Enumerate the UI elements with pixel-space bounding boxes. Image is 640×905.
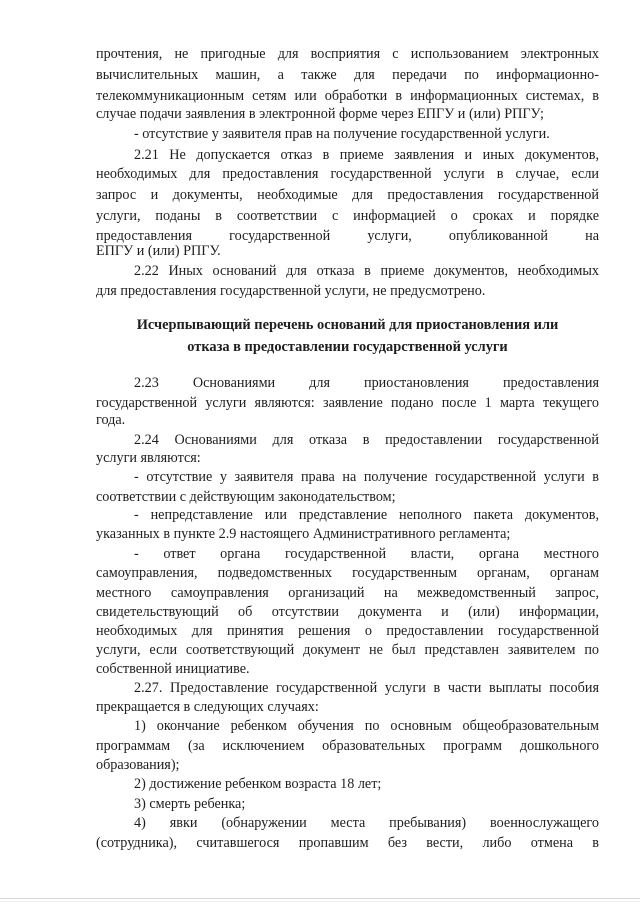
text-line: указанных в пункте 2.9 настоящего Административного регламента; — [96, 526, 511, 542]
text-line: 2.23 Основаниями для приостановления предоставления — [134, 375, 599, 391]
text-line: случае подачи заявления в электронной форме через ЕПГУ и (или) РПГУ; — [96, 106, 544, 122]
section-heading: отказа в предоставлении государственной услуги — [187, 339, 508, 355]
text-line: услуги являются: — [96, 450, 201, 466]
text-line: для предоставления государственной услуги, не предусмотрено. — [96, 283, 486, 299]
text-line: - ответ органа государственной власти, органа местного — [134, 546, 599, 562]
text-line: - непредставление или представление неполного пакета документов, — [134, 507, 599, 523]
text-line: 3) смерть ребенка; — [134, 796, 246, 812]
text-line: вычислительных машин, а также для передачи по информационно- — [96, 67, 599, 83]
text-line: необходимых для принятия решения о предоставлении государственной — [96, 623, 599, 639]
text-line: услуги, поданы в соответствии с информацией о сроках и порядке — [96, 208, 599, 224]
text-line: 1) окончание ребенком обучения по основным общеобразовательным — [134, 718, 599, 734]
text-line: прекращается в следующих случаях: — [96, 699, 319, 715]
text-line: программам (за исключением образовательных программ дошкольного — [96, 738, 599, 754]
text-line: 2.27. Предоставление государственной услуги в части выплаты пособия — [134, 680, 599, 696]
text-line: запрос и документы, необходимые для предоставления государственной — [96, 187, 599, 203]
text-line: 2.24 Основаниями для отказа в предоставлении государственной — [134, 432, 599, 448]
text-line: прочтения, не пригодные для восприятия с использованием электронных — [96, 46, 599, 62]
text-line: услуги, если соответствующий документ не был представлен заявителем по — [96, 642, 599, 658]
section-heading: Исчерпывающий перечень оснований для приостановления или — [136, 317, 559, 333]
text-line: образования); — [96, 757, 180, 773]
text-line: телекоммуникационным сетям или обработки в информационных системах, в — [96, 88, 599, 104]
text-line: (сотрудника), считавшегося пропавшим без вести, либо отмена в — [96, 835, 599, 851]
text-line: 2.22 Иных оснований для отказа в приеме документов, необходимых — [134, 263, 599, 279]
text-line: местного самоуправления организаций на межведомственный запрос, — [96, 585, 599, 601]
text-line: государственной услуги являются: заявление подано после 1 марта текущего — [96, 395, 599, 411]
text-line: - отсутствие у заявителя прав на получение государственной услуги. — [134, 126, 550, 142]
text-line: самоуправления, подведомственных государственным органам, органам — [96, 565, 599, 581]
text-line: предоставления государственной услуги, опубликованной на — [96, 228, 599, 244]
scan-edge — [0, 898, 640, 899]
text-line: 4) явки (обнаружении места пребывания) военнослужащего — [134, 815, 599, 831]
text-line: свидетельствующий об отсутствии документа и (или) информации, — [96, 604, 599, 620]
scan-edge — [0, 901, 640, 902]
text-line: 2) достижение ребенком возраста 18 лет; — [134, 776, 382, 792]
text-line: необходимых для предоставления государственной услуги в случае, если — [96, 166, 599, 182]
text-line: соответствии с действующим законодательством; — [96, 489, 396, 505]
text-line: года. — [96, 412, 126, 428]
text-line: - отсутствие у заявителя права на получение государственной услуги в — [134, 469, 599, 485]
text-line: ЕПГУ и (или) РПГУ. — [96, 243, 221, 259]
text-line: 2.21 Не допускается отказ в приеме заявления и иных документов, — [134, 147, 599, 163]
text-line: собственной инициативе. — [96, 661, 250, 677]
